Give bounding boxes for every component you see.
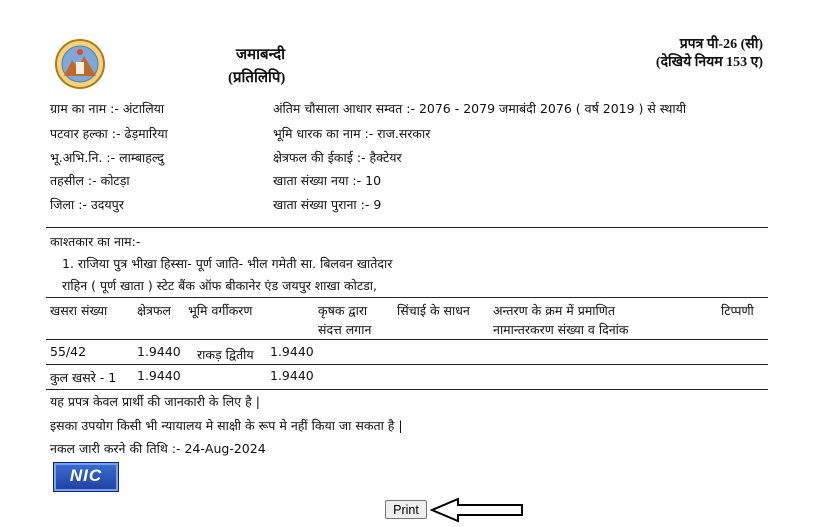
col-transfer-line2: नामान्तरकरण संख्या व दिनांक — [493, 322, 629, 337]
col-transfer-line1: अन्तरण के क्रम में प्रमाणित — [493, 303, 615, 318]
divider — [46, 364, 768, 365]
account-number-old: खाता संख्या पुराना :- 9 — [273, 197, 382, 212]
issue-date: नकल जारी करने की तिथि :- 24-Aug-2024 — [50, 441, 266, 456]
document-subtitle: (प्रतिलिपि) — [228, 70, 286, 86]
row-classification: राकड़ द्वितीय — [197, 347, 254, 362]
nic-logo-text: NIC — [69, 466, 103, 485]
landholder-name: भूमि धारक का नाम :- राज.सरकार — [273, 126, 431, 141]
total-class-area: 1.9440 — [270, 368, 314, 383]
total-label: कुल खसरे - 1 — [50, 370, 117, 385]
rajasthan-emblem-icon — [50, 38, 110, 90]
divider — [46, 227, 768, 228]
divider — [46, 339, 768, 340]
document-title: जमाबन्दी — [236, 47, 286, 63]
col-rent-line2: संदत्त लगान — [318, 322, 372, 337]
col-khasra-number: खसरा संख्या — [50, 303, 108, 318]
rule-reference: (देखिये नियम 153 ए) — [655, 55, 763, 70]
col-rent-line1: कृषक द्वारा — [318, 303, 368, 318]
col-area: क्षेत्रफल — [137, 303, 171, 318]
cultivator-line-2: राहिन ( पूर्ण खाता ) स्टेट बैंक ऑफ बीकानेर एंड जयपुर शाखा कोटडा, — [62, 278, 378, 293]
tehsil: तहसील :- कोटड़ा — [50, 173, 130, 188]
left-arrow-icon — [430, 496, 526, 527]
land-record-inspector: भू.अभि.नि. :- लाम्बाहल्दु — [50, 150, 164, 165]
total-area: 1.9440 — [137, 368, 181, 383]
village-name: ग्राम का नाम :- अंटालिया — [50, 101, 165, 116]
print-button[interactable]: Print — [385, 500, 427, 519]
chausala-basis: अंतिम चौसाला आधार सम्वत :- 2076 - 2079 जमाबंदी 2076 ( वर्ष 2019 ) से स्थायी — [273, 101, 687, 116]
row-area: 1.9440 — [137, 344, 181, 359]
district: जिला :- उदयपुर — [50, 197, 124, 212]
divider — [46, 389, 768, 390]
cultivator-label: काश्तकार का नाम:- — [50, 234, 141, 249]
col-irrigation: सिंचाई के साधन — [397, 303, 470, 318]
cultivator-line-1: 1. राजिया पुत्र भीखा हिस्सा- पूर्ण जाति- भील गमेती सा. बिलवन खातेदार — [62, 256, 393, 271]
col-remarks: टिप्पणी — [721, 303, 754, 318]
divider — [46, 297, 768, 298]
patwar-circle: पटवार हल्का :- ढेड़मारिया — [50, 126, 168, 141]
col-land-classification: भूमि वर्गीकरण — [188, 303, 253, 318]
area-unit: क्षेत्रफल की ईकाई :- हैक्टेयर — [273, 150, 402, 165]
account-number-new: खाता संख्या नया :- 10 — [273, 173, 382, 188]
form-number: प्रपत्र पी-26 (सी) — [679, 37, 763, 52]
note-not-for-court: इसका उपयोग किसी भी न्यायालय मे साक्षी के रूप मे नहीं किया जा सकता है | — [50, 418, 403, 433]
note-information-only: यह प्रपत्र केवल प्रार्थी की जानकारी के लिए है | — [50, 394, 260, 409]
row-khasra: 55/42 — [50, 344, 87, 359]
nic-logo — [53, 462, 119, 492]
row-class-area: 1.9440 — [270, 344, 314, 359]
